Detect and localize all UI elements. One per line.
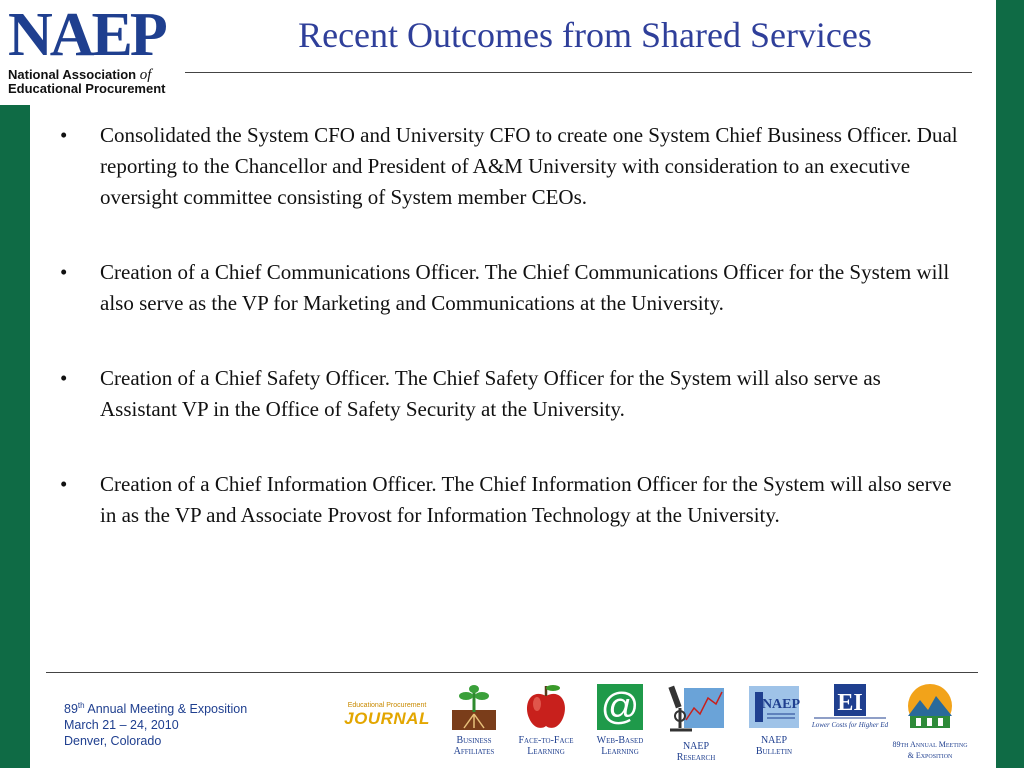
tile-web-based[interactable] <box>580 682 660 757</box>
tile-caption: Web-Based Learning <box>596 735 644 757</box>
event-dates: March 21 – 24, 2010 <box>64 718 179 733</box>
tile-business-affiliates[interactable] <box>434 682 514 757</box>
tile-caption: 89th Annual Meeting & Exposition <box>892 740 968 760</box>
bullet-text: Creation of a Chief Communications Officer. The Chief Communications Officer for the System will also serve as the VP for Marketing and Communications at the University. <box>100 260 950 315</box>
tile-ei[interactable] <box>810 682 890 731</box>
bullet-marker: • <box>60 123 68 147</box>
svg-text:NAEP: NAEP <box>761 697 801 712</box>
event-title <box>64 698 247 717</box>
event-location: Denver, Colorado <box>64 734 162 749</box>
logo-wordmark: NAEP <box>8 1 165 69</box>
left-accent-bar <box>0 105 30 768</box>
tile-annual-meeting[interactable] <box>890 682 970 761</box>
logo-line1: National Association <box>8 67 137 82</box>
title-divider <box>185 72 972 73</box>
event-ordinal: th <box>77 701 85 710</box>
svg-text:@: @ <box>600 686 640 728</box>
footer-divider <box>46 672 978 673</box>
mountain-logo-icon <box>902 682 958 736</box>
journal-title: JOURNAL <box>344 709 430 728</box>
apple-icon <box>521 682 571 732</box>
bullet-text: Creation of a Chief Information Officer. The Chief Information Officer for the System will also serve in as the VP and Associate Provost for Information Technology at the University. <box>100 472 952 527</box>
journal-logo <box>338 702 436 729</box>
microscope-icon <box>666 682 726 738</box>
naep-logo <box>8 1 178 96</box>
tile-face-to-face[interactable] <box>506 682 586 757</box>
bullet-marker: • <box>60 472 68 496</box>
right-accent-bar <box>996 0 1024 768</box>
bullet-text: Consolidated the System CFO and University CFO to create one System Chief Business Officer. Dual reporting to the Chancellor and President of A&M University with consideration to an executive oversight committee consisting of System member CEOs. <box>100 123 958 209</box>
at-sign-icon <box>595 682 645 732</box>
slide-title: Recent Outcomes from Shared Services <box>298 15 872 55</box>
bullet-item <box>60 363 960 425</box>
logo-line2: Educational Procurement <box>8 81 166 96</box>
tile-naep-bulletin[interactable] <box>734 682 814 757</box>
logo-subtitle <box>8 68 178 96</box>
bullet-item <box>60 469 960 531</box>
svg-text:EI: EI <box>837 690 863 716</box>
tile-naep-research[interactable] <box>656 682 736 763</box>
bullet-marker: • <box>60 260 68 284</box>
bullet-item <box>60 120 960 213</box>
journal-small-text: Educational Procurement <box>347 702 427 709</box>
event-name: Annual Meeting & Exposition <box>84 702 248 717</box>
tile-caption: Business Affiliates <box>453 735 495 757</box>
tile-caption: Lower Costs for Higher Ed <box>811 721 889 729</box>
tile-caption: Face-to-Face Learning <box>518 735 574 757</box>
logo-of: of <box>139 67 152 83</box>
bullet-item <box>60 257 960 319</box>
tile-caption: NAEP Bulletin <box>755 735 793 757</box>
event-info <box>64 698 247 749</box>
event-number: 89 <box>64 702 78 717</box>
bullet-marker: • <box>60 366 68 390</box>
sprout-icon <box>449 682 499 732</box>
bulletin-icon <box>745 682 803 732</box>
bullet-list <box>60 120 960 575</box>
bullet-text: Creation of a Chief Safety Officer. The Chief Safety Officer for the System will also serve as Assistant VP in the Office of Safety Security at the University. <box>100 366 881 421</box>
tile-caption: NAEP Research <box>676 741 716 763</box>
